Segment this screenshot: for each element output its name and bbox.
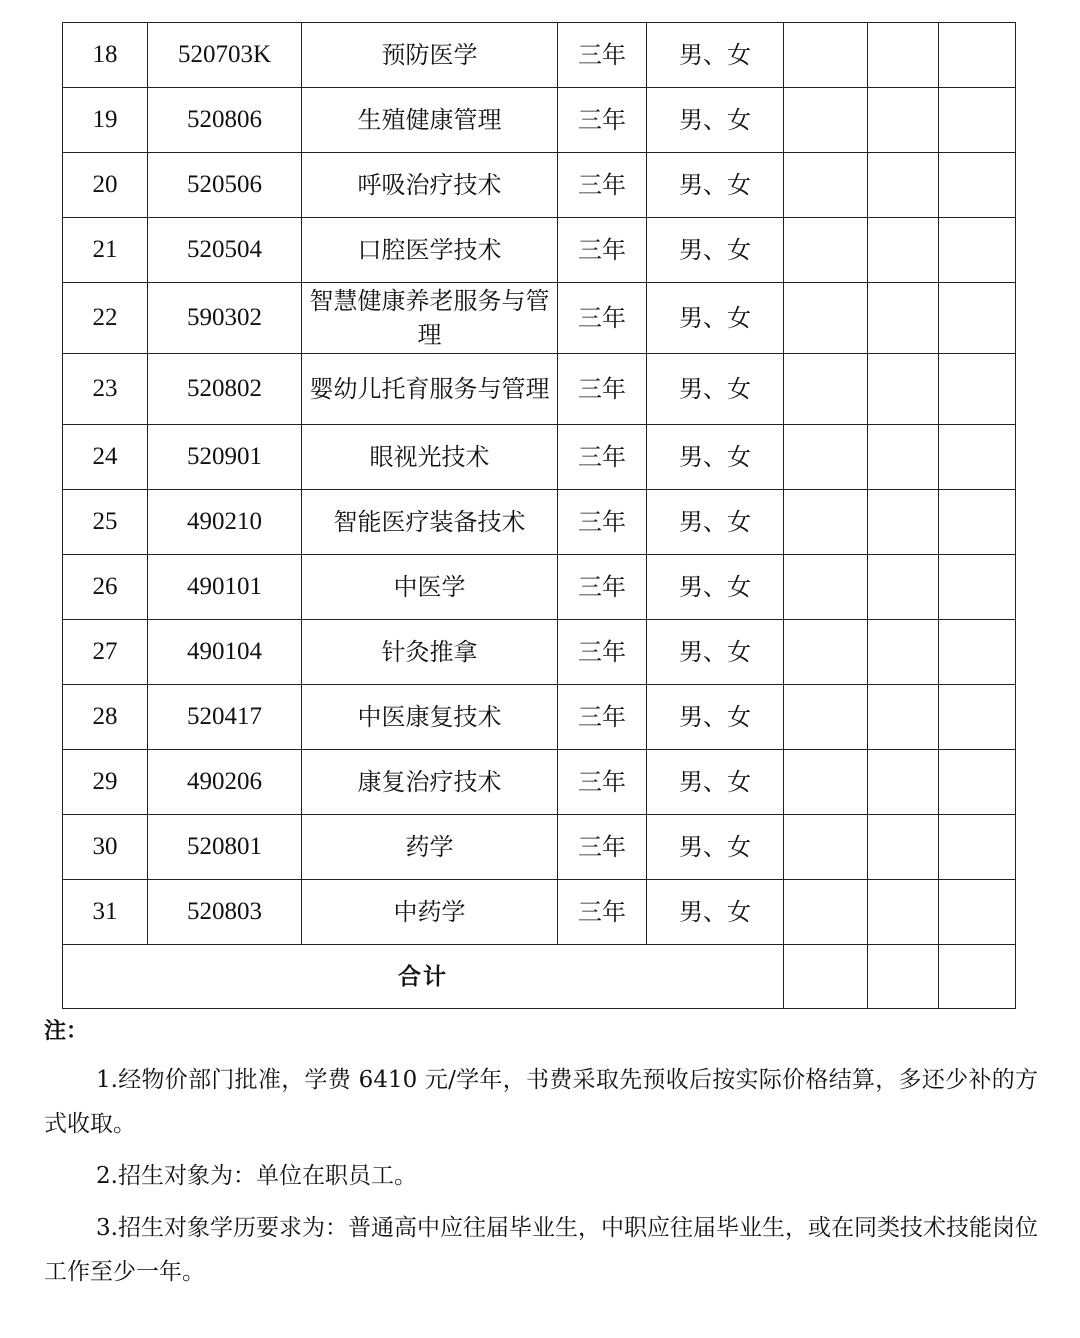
table-row: [63, 283, 1016, 354]
row-number: 28: [63, 685, 148, 750]
empty-cell-3: [939, 815, 1016, 880]
major-code: 520504: [148, 218, 302, 283]
empty-cell-1: [784, 685, 868, 750]
major-name: 中药学: [302, 880, 558, 945]
total-label: 合计: [63, 945, 784, 1009]
major-code: 520801: [148, 815, 302, 880]
gender: 男、女: [647, 620, 784, 685]
empty-cell-1: [784, 750, 868, 815]
row-number: 22: [63, 283, 148, 354]
empty-cell-1: [784, 880, 868, 945]
empty-cell-2: [868, 88, 939, 153]
empty-cell-1: [784, 815, 868, 880]
empty-cell-1: [784, 620, 868, 685]
gender: 男、女: [647, 880, 784, 945]
gender: 男、女: [647, 750, 784, 815]
total-row: [63, 945, 1016, 1009]
duration: 三年: [558, 555, 647, 620]
major-name: 口腔医学技术: [302, 218, 558, 283]
row-number: 19: [63, 88, 148, 153]
major-code: 520417: [148, 685, 302, 750]
duration: 三年: [558, 880, 647, 945]
major-name: 中医学: [302, 555, 558, 620]
empty-cell-3: [939, 354, 1016, 425]
major-name: 婴幼儿托育服务与管理: [302, 354, 558, 425]
major-code: 490104: [148, 620, 302, 685]
major-code: 490206: [148, 750, 302, 815]
gender: 男、女: [647, 425, 784, 490]
empty-cell-3: [939, 620, 1016, 685]
notes-list: [44, 1058, 1038, 1294]
row-number: 23: [63, 354, 148, 425]
major-name: 预防医学: [302, 23, 558, 88]
empty-cell-2: [868, 815, 939, 880]
empty-cell-3: [939, 880, 1016, 945]
duration: 三年: [558, 88, 647, 153]
empty-cell-3: [939, 283, 1016, 354]
notes-heading: 注：: [44, 1019, 89, 1044]
major-code: 490210: [148, 490, 302, 555]
major-code: 520806: [148, 88, 302, 153]
empty-cell-3: [939, 555, 1016, 620]
gender: 男、女: [647, 218, 784, 283]
duration: 三年: [558, 815, 647, 880]
empty-cell-2: [868, 490, 939, 555]
note-item: 3.招生对象学历要求为：普通高中应往届毕业生，中职应往届毕业生，或在同类技术技能岗位工作至少一年。: [44, 1215, 1038, 1285]
duration: 三年: [558, 23, 647, 88]
empty-cell-3: [939, 425, 1016, 490]
duration: 三年: [558, 283, 647, 354]
table-row: [63, 750, 1016, 815]
empty-cell-3: [939, 88, 1016, 153]
duration: 三年: [558, 354, 647, 425]
empty-cell-3: [939, 23, 1016, 88]
table-row: [63, 218, 1016, 283]
major-code: 520506: [148, 153, 302, 218]
table-row: [63, 490, 1016, 555]
empty-cell-3: [939, 750, 1016, 815]
duration: 三年: [558, 750, 647, 815]
empty-cell-3: [939, 685, 1016, 750]
empty-cell-3: [939, 490, 1016, 555]
row-number: 21: [63, 218, 148, 283]
table-row: [63, 425, 1016, 490]
empty-cell-1: [784, 23, 868, 88]
row-number: 18: [63, 23, 148, 88]
row-number: 25: [63, 490, 148, 555]
major-name: 智慧健康养老服务与管理: [302, 283, 558, 354]
total-empty-cell-2: [868, 945, 939, 1009]
major-code: 490101: [148, 555, 302, 620]
empty-cell-3: [939, 153, 1016, 218]
empty-cell-2: [868, 153, 939, 218]
empty-cell-1: [784, 218, 868, 283]
row-number: 29: [63, 750, 148, 815]
major-code: 520802: [148, 354, 302, 425]
note-item: 1.经物价部门批准，学费 6410 元/学年，书费采取先预收后按实际价格结算，多还少补的方式收取。: [44, 1067, 1038, 1137]
empty-cell-1: [784, 354, 868, 425]
major-code: 590302: [148, 283, 302, 354]
empty-cell-1: [784, 490, 868, 555]
empty-cell-1: [784, 88, 868, 153]
gender: 男、女: [647, 283, 784, 354]
major-name: 生殖健康管理: [302, 88, 558, 153]
table-row: [63, 880, 1016, 945]
table-row: [63, 620, 1016, 685]
major-code: 520703K: [148, 23, 302, 88]
duration: 三年: [558, 620, 647, 685]
empty-cell-1: [784, 555, 868, 620]
table-row: [63, 23, 1016, 88]
major-name: 药学: [302, 815, 558, 880]
major-code: 520803: [148, 880, 302, 945]
gender: 男、女: [647, 153, 784, 218]
major-name: 针灸推拿: [302, 620, 558, 685]
duration: 三年: [558, 685, 647, 750]
gender: 男、女: [647, 685, 784, 750]
table-row: [63, 555, 1016, 620]
empty-cell-2: [868, 620, 939, 685]
empty-cell-2: [868, 555, 939, 620]
total-empty-cell-3: [939, 945, 1016, 1009]
empty-cell-2: [868, 218, 939, 283]
empty-cell-2: [868, 425, 939, 490]
table-row: [63, 153, 1016, 218]
empty-cell-2: [868, 354, 939, 425]
table-row: [63, 685, 1016, 750]
duration: 三年: [558, 490, 647, 555]
major-name: 呼吸治疗技术: [302, 153, 558, 218]
table-row: [63, 354, 1016, 425]
gender: 男、女: [647, 23, 784, 88]
major-name: 眼视光技术: [302, 425, 558, 490]
notes-section: [44, 1010, 1038, 1302]
note-item: 2.招生对象为：单位在职员工。: [96, 1163, 417, 1189]
duration: 三年: [558, 218, 647, 283]
row-number: 31: [63, 880, 148, 945]
empty-cell-2: [868, 685, 939, 750]
row-number: 27: [63, 620, 148, 685]
total-empty-cell-1: [784, 945, 868, 1009]
empty-cell-2: [868, 880, 939, 945]
empty-cell-2: [868, 750, 939, 815]
majors-table-body: [63, 23, 1016, 945]
empty-cell-2: [868, 283, 939, 354]
empty-cell-2: [868, 23, 939, 88]
table-row: [63, 815, 1016, 880]
row-number: 26: [63, 555, 148, 620]
gender: 男、女: [647, 88, 784, 153]
gender: 男、女: [647, 354, 784, 425]
major-code: 520901: [148, 425, 302, 490]
gender: 男、女: [647, 490, 784, 555]
duration: 三年: [558, 425, 647, 490]
row-number: 20: [63, 153, 148, 218]
major-name: 康复治疗技术: [302, 750, 558, 815]
table-row: [63, 88, 1016, 153]
gender: 男、女: [647, 815, 784, 880]
row-number: 24: [63, 425, 148, 490]
empty-cell-1: [784, 425, 868, 490]
empty-cell-1: [784, 153, 868, 218]
empty-cell-1: [784, 283, 868, 354]
major-name: 智能医疗装备技术: [302, 490, 558, 555]
empty-cell-3: [939, 218, 1016, 283]
duration: 三年: [558, 153, 647, 218]
majors-table: [62, 22, 1016, 1009]
gender: 男、女: [647, 555, 784, 620]
row-number: 30: [63, 815, 148, 880]
major-name: 中医康复技术: [302, 685, 558, 750]
